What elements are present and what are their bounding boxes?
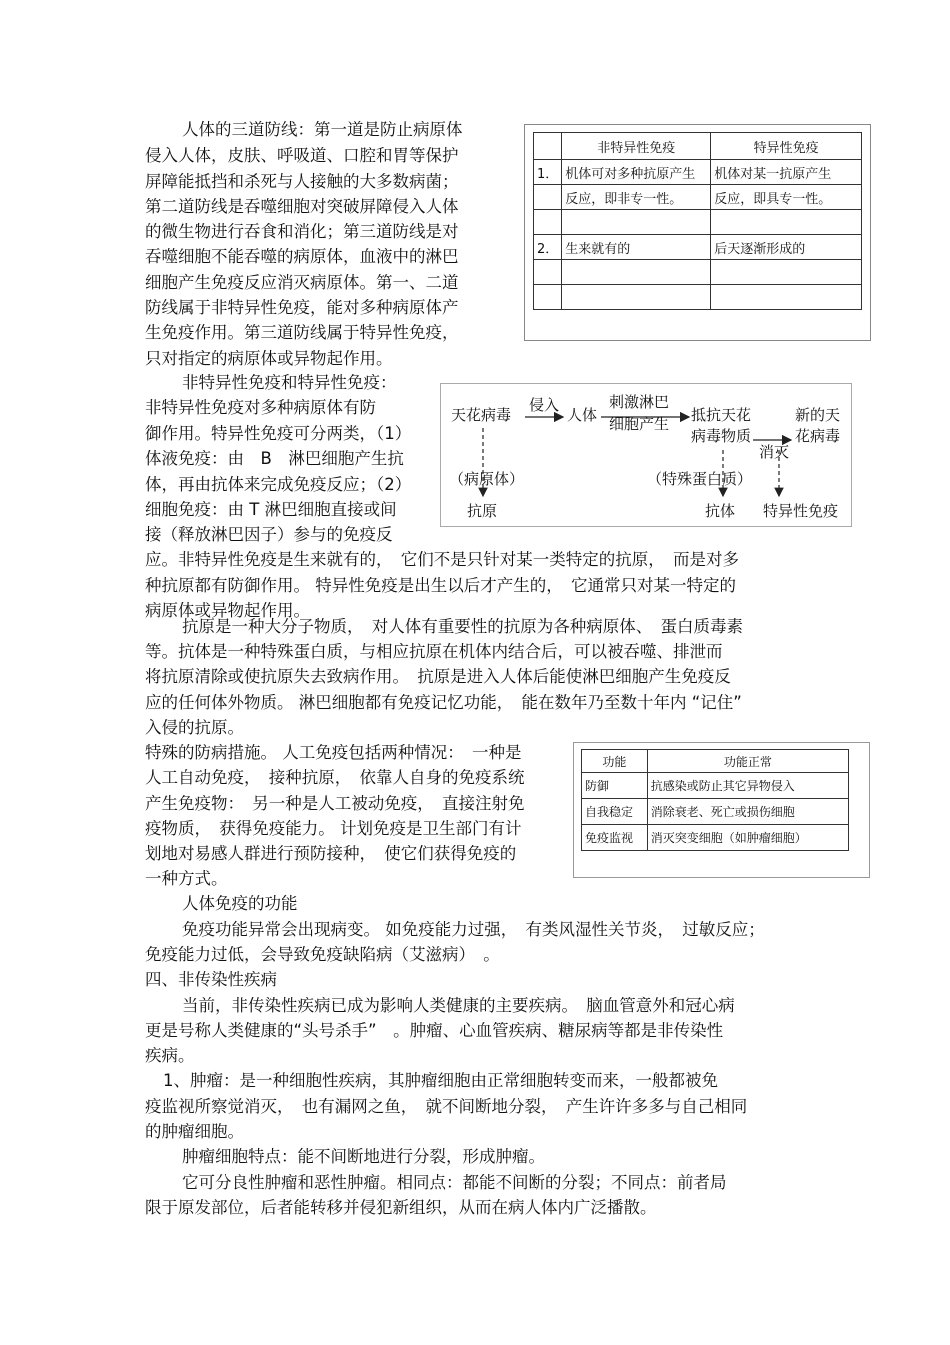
text-line: 免疫功能异常会出现病变。 如免疫能力过强， 有类风湿性关节炎， 过敏反应； <box>182 920 765 939</box>
table-row <box>534 285 862 310</box>
text-line: 产生免疫物： 另一种是人工被动免疫， 直接注射免 <box>145 794 525 813</box>
diagram-label: （特殊蛋白质） <box>647 470 753 488</box>
text-line: 第二道防线是吞噬细胞对突破屏障侵入人体 <box>145 197 459 216</box>
diagram-label: 天花病毒 <box>451 406 512 424</box>
text-line: 非特异性免疫对多种病原体有防 <box>145 398 376 417</box>
table-row <box>534 260 862 285</box>
table-row <box>534 160 862 185</box>
table-row <box>582 825 849 851</box>
text-line: 疾病。 <box>145 1046 195 1065</box>
immune-function-table <box>573 742 870 878</box>
diagram-label: 抗原 <box>467 502 498 520</box>
immunity-comparison-table <box>524 124 871 341</box>
text-line: 种抗原都有防御作用。 特异性免疫是出生以后才产生的， 它通常只对某一特定的 <box>145 576 736 595</box>
table-cell: 反应，即非专一性。 <box>562 185 711 210</box>
table-header: 非特异性免疫 <box>562 133 711 160</box>
table-cell: 机体可对多种抗原产生 <box>562 160 711 185</box>
table-cell <box>534 285 562 310</box>
table-cell: 2． <box>534 235 562 260</box>
table-row <box>534 185 862 210</box>
diagram-label: 侵入 <box>529 396 560 414</box>
table-cell: 生来就有的 <box>562 235 711 260</box>
table-cell <box>534 210 562 235</box>
immune-response-diagram <box>440 383 852 527</box>
text-line: 生免疫作用。第三道防线属于特异性免疫， <box>145 323 459 342</box>
text-line: 疫监视所察觉消灭， 也有漏网之鱼， 就不间断地分裂， 产生许许多多与自己相同 <box>145 1097 748 1116</box>
text-line: 细胞免疫：由 T 淋巴细胞直接或间 <box>145 500 397 519</box>
text-line: 御作用。特异性免疫可分两类，（1） <box>145 424 412 443</box>
text-line: 抗原是一种大分子物质， 对人体有重要性的抗原为各种病原体、 蛋白质毒素 <box>182 617 743 636</box>
table-cell: 防御 <box>582 773 648 799</box>
table-cell <box>534 260 562 285</box>
table-cell: 后天逐渐形成的 <box>711 235 862 260</box>
text-line: 等。抗体是一种特殊蛋白质，与相应抗原在机体内结合后，可以被吞噬、排泄而 <box>145 642 723 661</box>
diagram-label: 人体 <box>567 406 598 424</box>
table-cell <box>711 260 862 285</box>
diagram-label: 病毒物质 <box>691 427 752 445</box>
table-cell: 反应，即具专一性。 <box>711 185 862 210</box>
text-line: 1、肿瘤：是一种细胞性疾病，其肿瘤细胞由正常细胞转变而来，一般都被免 <box>163 1071 718 1090</box>
text-line: 划地对易感人群进行预防接种， 使它们获得免疫的 <box>145 844 517 863</box>
table-row <box>534 210 862 235</box>
table-cell <box>711 210 862 235</box>
text-line: 的肿瘤细胞。 <box>145 1122 244 1141</box>
text-line: 将抗原清除或使抗原失去致病作用。 抗原是进入人体后能使淋巴细胞产生免疫反 <box>145 667 731 686</box>
text-line: 更是号称人类健康的“头号杀手” 。肿瘤、心血管疾病、糖尿病等都是非传染性 <box>145 1021 724 1040</box>
table-cell <box>711 285 862 310</box>
table-row <box>534 235 862 260</box>
text-line: 只对指定的病原体或异物起作用。 <box>145 349 393 368</box>
diagram-label: 消灭 <box>759 443 790 461</box>
table-cell: 1． <box>534 160 562 185</box>
diagram-label: 新的天 <box>795 406 841 424</box>
table-cell <box>562 210 711 235</box>
table-cell: 免疫监视 <box>582 825 648 851</box>
text-line: 人工自动免疫， 接种抗原， 依靠人自身的免疫系统 <box>145 768 525 787</box>
text-line: 吞噬细胞不能吞噬的病原体，血液中的淋巴 <box>145 247 459 266</box>
text-line: 一种方式。 <box>145 869 228 888</box>
text-line: 疫物质， 获得免疫能力。 计划免疫是卫生部门有计 <box>145 819 522 838</box>
text-line: 它可分良性肿瘤和恶性肿瘤。相同点：都能不间断的分裂；不同点：前者局 <box>182 1173 727 1192</box>
table-cell <box>562 260 711 285</box>
table-header <box>534 133 562 160</box>
section-heading: 四、非传染性疾病 <box>145 970 277 989</box>
diagram-label: 刺激淋巴 <box>609 393 670 411</box>
text-line: 限于原发部位，后者能转移并侵犯新组织，从而在病人体内广泛播散。 <box>145 1198 657 1217</box>
table-cell <box>562 285 711 310</box>
text-line: 防线属于非特异性免疫，能对多种病原体产 <box>145 298 459 317</box>
diagram-label: 细胞产生 <box>609 415 670 433</box>
text-line: 接（释放淋巴因子）参与的免疫反 <box>145 525 393 544</box>
diagram-label: 抗体 <box>705 502 736 520</box>
table-cell <box>534 185 562 210</box>
text-line: 非特异性免疫和特异性免疫： <box>182 373 397 392</box>
text-line: 免疫能力过低，会导致免疫缺陷病（艾滋病） 。 <box>145 945 500 964</box>
diagram-label: 特异性免疫 <box>763 502 839 520</box>
text-line: 人体免疫的功能 <box>182 894 298 913</box>
table-header: 特异性免疫 <box>711 133 862 160</box>
text-line: 肿瘤细胞特点：能不间断地进行分裂，形成肿瘤。 <box>182 1147 545 1166</box>
text-line: 侵入人体，皮肤、呼吸道、口腔和胃等保护 <box>145 146 459 165</box>
text-line: 屏障能抵挡和杀死与人接触的大多数病菌； <box>145 172 459 191</box>
text-line: 特殊的防病措施。 人工免疫包括两种情况： 一种是 <box>145 743 522 762</box>
table-cell: 消灭突变细胞（如肿瘤细胞） <box>647 825 848 851</box>
text-line: 入侵的抗原。 <box>145 718 244 737</box>
table-row <box>582 773 849 799</box>
text-line: 人体的三道防线：第一道是防止病原体 <box>182 120 463 139</box>
text-line: 当前，非传染性疾病已成为影响人类健康的主要疾病。 脑血管意外和冠心病 <box>182 996 735 1015</box>
table-cell: 机体对某一抗原产生 <box>711 160 862 185</box>
table-cell: 抗感染或防止其它异物侵入 <box>647 773 848 799</box>
text-line: 的微生物进行吞食和消化；第三道防线是对 <box>145 222 459 241</box>
text-line: 病原体或异物起作用。 <box>145 601 310 620</box>
text-line: 体液免疫：由 B 淋巴细胞产生抗 <box>145 449 404 468</box>
diagram-label: 花病毒 <box>795 427 841 445</box>
text-line: 细胞产生免疫反应消灭病原体。第一、二道 <box>145 273 459 292</box>
diagram-label: 抵抗天花 <box>691 406 752 424</box>
table-header: 功能正常 <box>647 750 848 773</box>
table-cell: 自我稳定 <box>582 799 648 825</box>
diagram-label: （病原体） <box>449 470 525 488</box>
text-line: 应的任何体外物质。 淋巴细胞都有免疫记忆功能， 能在数年乃至数十年内 “记住” <box>145 693 742 712</box>
table-row <box>582 799 849 825</box>
text-line: 应。非特异性免疫是生来就有的， 它们不是只针对某一类特定的抗原， 而是对多 <box>145 550 739 569</box>
table-header: 功能 <box>582 750 648 773</box>
table-cell: 消除衰老、死亡或损伤细胞 <box>647 799 848 825</box>
text-line: 体，再由抗体来完成免疫反应；（2） <box>145 475 412 494</box>
